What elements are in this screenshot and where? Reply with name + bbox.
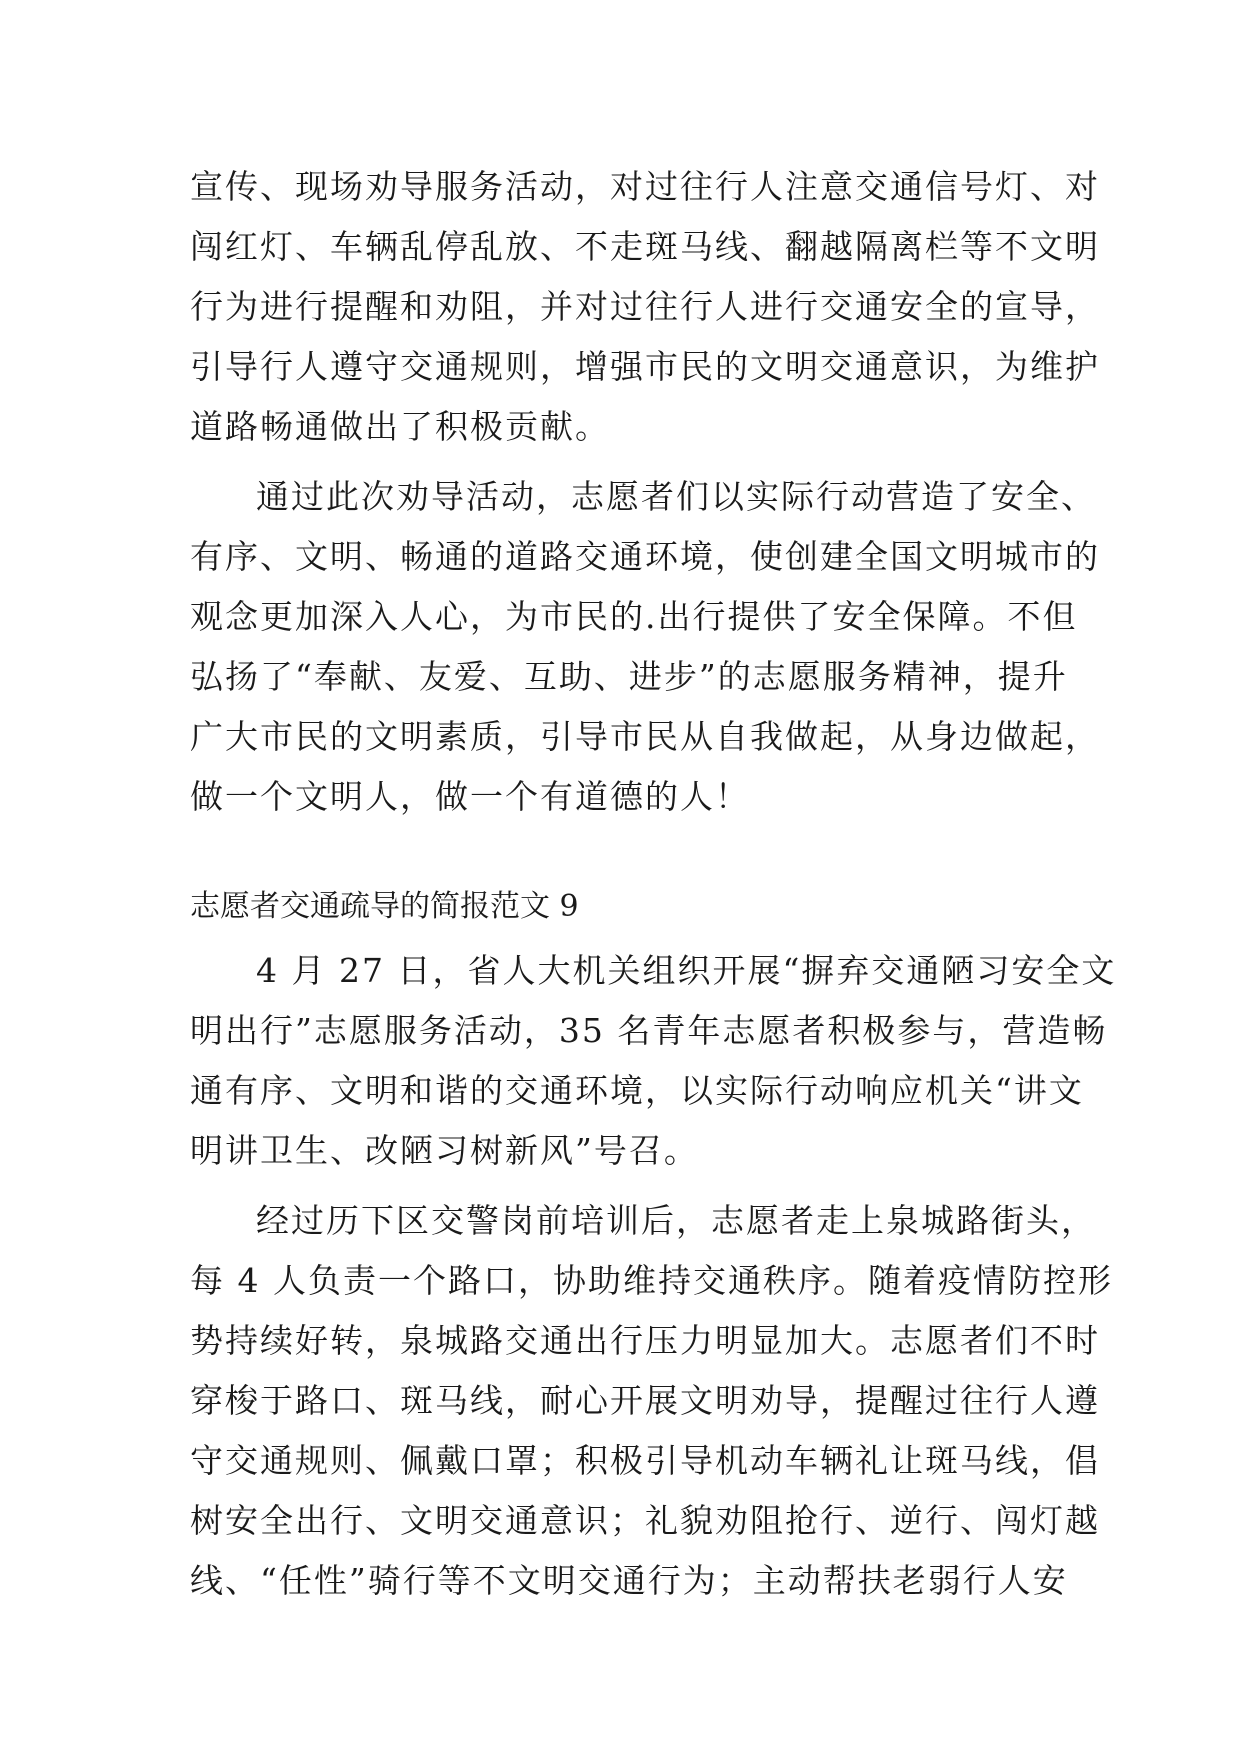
paragraph-line: 守交通规则、佩戴口罩；积极引导机动车辆礼让斑马线，倡 [190, 1441, 1100, 1480]
paragraph-line: 广大市民的文明素质，引导市民从自我做起，从身边做起， [190, 717, 1100, 756]
paragraph-line: 闯红灯、车辆乱停乱放、不走斑马线、翻越隔离栏等不文明 [190, 227, 1100, 266]
paragraph-line: 穿梭于路口、斑马线，耐心开展文明劝导，提醒过往行人遵 [190, 1381, 1100, 1420]
paragraph-line: 经过历下区交警岗前培训后，志愿者走上泉城路街头， [256, 1201, 1096, 1240]
paragraph-line: 引导行人遵守交通规则，增强市民的文明交通意识，为维护 [190, 347, 1100, 386]
paragraph-line: 4 月 27 日，省人大机关组织开展“摒弃交通陋习安全文 [256, 951, 1117, 990]
paragraph-line: 势持续好转，泉城路交通出行压力明显加大。志愿者们不时 [190, 1321, 1100, 1360]
paragraph-line: 明讲卫生、改陋习树新风”号召。 [190, 1131, 699, 1170]
paragraph-line: 通有序、文明和谐的交通环境，以实际行动响应机关“讲文 [190, 1071, 1084, 1110]
paragraph-line: 弘扬了“奉献、友爱、互助、进步”的志愿服务精神，提升 [190, 657, 1068, 696]
paragraph-line: 通过此次劝导活动，志愿者们以实际行动营造了安全、 [256, 477, 1096, 516]
paragraph-line: 树安全出行、文明交通意识；礼貌劝阻抢行、逆行、闯灯越 [190, 1501, 1100, 1540]
paragraph-line: 宣传、现场劝导服务活动，对过往行人注意交通信号灯、对 [190, 167, 1100, 206]
paragraph-line: 道路畅通做出了积极贡献。 [190, 407, 610, 446]
paragraph-line: 明出行”志愿服务活动，35 名青年志愿者积极参与，营造畅 [190, 1011, 1108, 1050]
paragraph-line: 行为进行提醒和劝阻，并对过往行人进行交通安全的宣导， [190, 287, 1100, 326]
section-title: 志愿者交通疏导的简报范文 9 [190, 889, 579, 924]
paragraph-line: 有序、文明、畅通的道路交通环境，使创建全国文明城市的 [190, 537, 1100, 576]
paragraph-line: 每 4 人负责一个路口，协助维持交通秩序。随着疫情防控形 [190, 1261, 1113, 1300]
paragraph-line: 观念更加深入人心，为市民的.出行提供了安全保障。不但 [190, 597, 1078, 636]
paragraph-line: 线、“任性”骑行等不文明交通行为；主动帮扶老弱行人安 [190, 1561, 1068, 1600]
paragraph-line: 做一个文明人，做一个有道德的人！ [190, 777, 750, 816]
